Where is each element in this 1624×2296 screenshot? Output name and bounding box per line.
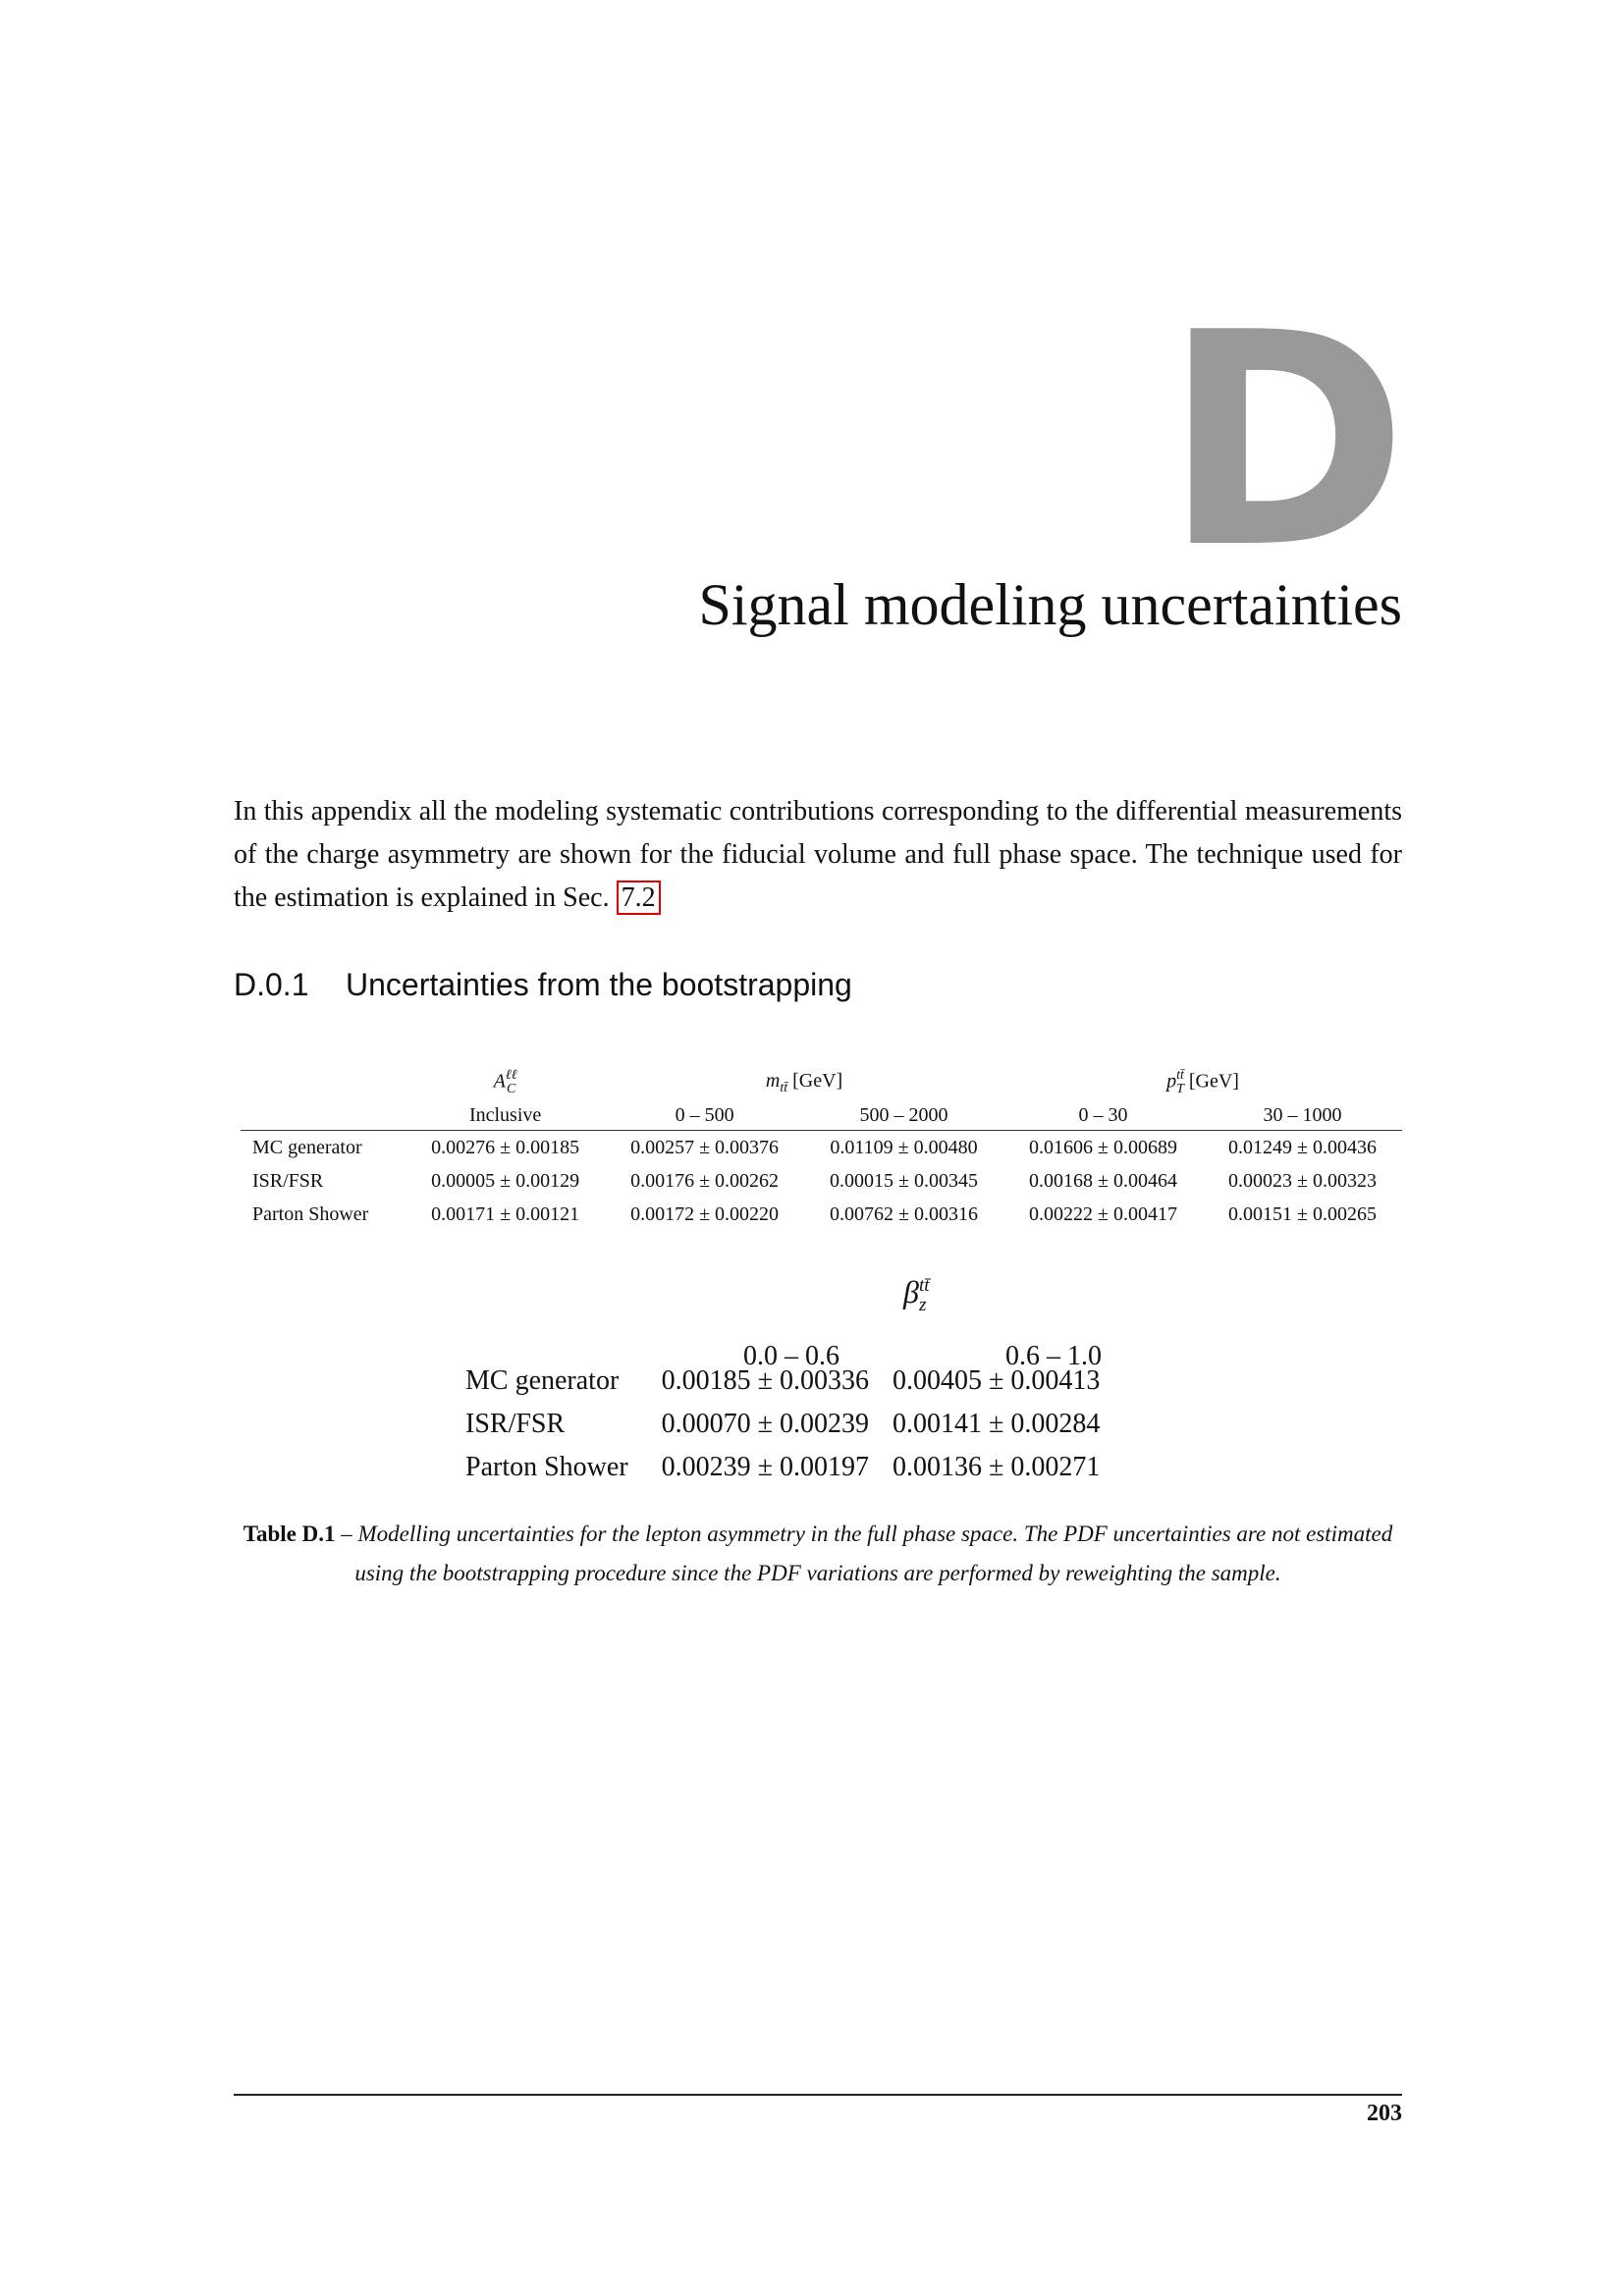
- table-cell: 0.00239 ± 0.00197: [661, 1452, 870, 1482]
- bin-header-row: [241, 1100, 1402, 1131]
- row-label: Parton Shower: [465, 1452, 628, 1482]
- table-cell: 0.00185 ± 0.00336: [661, 1365, 870, 1396]
- row-label: MC generator: [252, 1136, 362, 1158]
- section-reference-link[interactable]: 7.2: [617, 881, 661, 915]
- intro-paragraph: [234, 790, 1402, 920]
- bin-header: 500 – 2000: [804, 1100, 1003, 1131]
- beta-variable-header: β tt̄ z: [903, 1274, 930, 1315]
- row-label: ISR/FSR: [252, 1169, 324, 1192]
- table-cell: 0.00015 ± 0.00345: [830, 1169, 979, 1192]
- bin-header: 30 – 1000: [1203, 1100, 1402, 1131]
- table-cell: 0.01249 ± 0.00436: [1228, 1136, 1377, 1158]
- footer-rule: [234, 2094, 1402, 2096]
- section-heading: [234, 967, 852, 1003]
- table-cell: 0.00151 ± 0.00265: [1228, 1202, 1377, 1225]
- beta-bin-header: 0.6 – 1.0: [1005, 1341, 1102, 1371]
- table-row: [241, 1131, 1402, 1165]
- row-label: Parton Shower: [252, 1202, 369, 1225]
- table-cell: 0.00141 ± 0.00284: [893, 1409, 1101, 1439]
- chapter-title: Signal modeling uncertainties: [698, 572, 1402, 637]
- caption-separator: –: [335, 1522, 358, 1546]
- table-cell: 0.00276 ± 0.00185: [431, 1136, 580, 1158]
- table-caption: [234, 1515, 1402, 1593]
- table-cell: 0.01109 ± 0.00480: [830, 1136, 978, 1158]
- empty-header-cell: [241, 1065, 406, 1100]
- table-row: [454, 1446, 1111, 1489]
- table-cell: 0.00257 ± 0.00376: [630, 1136, 780, 1158]
- table-cell: 0.00172 ± 0.00220: [630, 1202, 780, 1225]
- table-row: [241, 1164, 1402, 1198]
- row-label: MC generator: [465, 1365, 620, 1396]
- bin-header: 0 – 500: [605, 1100, 804, 1131]
- header-ac: A ℓℓ C: [493, 1068, 517, 1096]
- caption-label: Table D.1: [243, 1522, 336, 1546]
- variable-header-row: [241, 1065, 1402, 1100]
- beta-bin-header: 0.0 – 0.6: [743, 1341, 839, 1371]
- caption-text: Modelling uncertainties for the lepton asymmetry in the full phase space. The PDF uncertainties are not estimated using the bootstrapping procedure since the PDF variations are performed by reweighting the sample.: [354, 1522, 1393, 1585]
- table-cell: 0.00171 ± 0.00121: [431, 1202, 580, 1225]
- table-cell: 0.00762 ± 0.00316: [830, 1202, 979, 1225]
- table-cell: 0.00023 ± 0.00323: [1228, 1169, 1377, 1192]
- table-cell: 0.00168 ± 0.00464: [1029, 1169, 1177, 1192]
- bin-header: 0 – 30: [1003, 1100, 1203, 1131]
- section-number: D.0.1: [234, 967, 309, 1002]
- table-cell: 0.00136 ± 0.00271: [893, 1452, 1101, 1482]
- table-cell: 0.00005 ± 0.00129: [431, 1169, 580, 1192]
- table-cell: 0.00070 ± 0.00239: [661, 1409, 870, 1439]
- table-row: [241, 1198, 1402, 1231]
- intro-text: In this appendix all the modeling systematic contributions corresponding to the differential measurements of the charge asymmetry are shown for the fiducial volume and full phase space. The technique used for the estimation is explained in Sec.: [234, 796, 1402, 913]
- uncertainty-table: [241, 1065, 1402, 1231]
- empty-header-cell: [241, 1100, 406, 1131]
- beta-uncertainty-table: [454, 1360, 1111, 1489]
- table-row: [454, 1360, 1111, 1403]
- section-title: Uncertainties from the bootstrapping: [346, 967, 852, 1002]
- table-cell: 0.00405 ± 0.00413: [893, 1365, 1101, 1396]
- table-cell: 0.00176 ± 0.00262: [630, 1169, 780, 1192]
- header-pt: p tt̄ T [GeV]: [1166, 1068, 1239, 1096]
- chapter-letter: D: [1163, 270, 1400, 613]
- table-row: [454, 1403, 1111, 1446]
- table-cell: 0.01606 ± 0.00689: [1029, 1136, 1177, 1158]
- bin-header: Inclusive: [406, 1100, 605, 1131]
- header-mtt: $m_{tt̄}$ [GeV]: [765, 1069, 843, 1095]
- table-cell: 0.00222 ± 0.00417: [1029, 1202, 1177, 1225]
- row-label: ISR/FSR: [465, 1409, 566, 1439]
- page-number: 203: [1367, 2101, 1402, 2126]
